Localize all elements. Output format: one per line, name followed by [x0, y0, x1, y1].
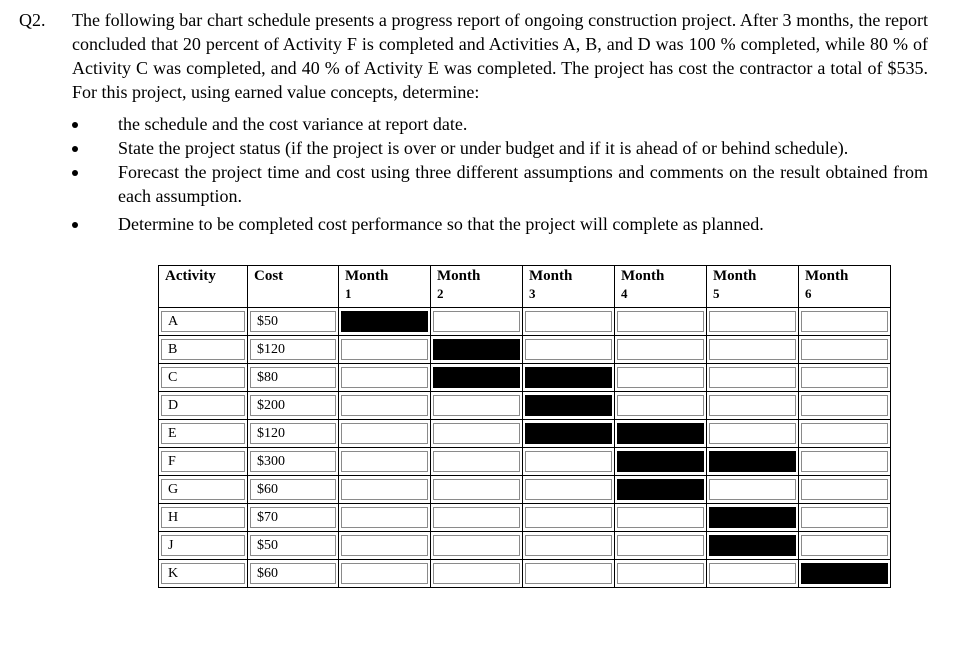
month-cell — [430, 391, 522, 419]
schedule-bar — [709, 507, 796, 528]
schedule-bar — [617, 423, 704, 444]
schedule-empty — [433, 311, 520, 332]
cost-value: $50 — [250, 535, 336, 556]
schedule-bar — [801, 563, 888, 584]
activity-cell — [158, 391, 247, 419]
month-cell — [706, 419, 798, 447]
month-cell — [798, 307, 891, 335]
header-month-label: Month — [437, 268, 481, 284]
month-cell — [522, 559, 614, 588]
month-cell — [338, 419, 430, 447]
header-month-number: 5 — [713, 286, 720, 301]
bullet-dot — [72, 222, 78, 228]
table-row — [158, 447, 891, 475]
month-cell — [522, 531, 614, 559]
table-row — [158, 335, 891, 363]
schedule-empty — [525, 311, 612, 332]
header-activity: Activity — [158, 265, 247, 307]
activity-cell — [158, 307, 247, 335]
schedule-empty — [801, 479, 888, 500]
schedule-bar — [617, 479, 704, 500]
cost-value: $60 — [250, 563, 336, 584]
schedule-empty — [801, 451, 888, 472]
month-cell — [522, 335, 614, 363]
month-cell — [522, 475, 614, 503]
activity-cell — [158, 363, 247, 391]
activity-cell — [158, 559, 247, 588]
schedule-empty — [433, 563, 520, 584]
cost-value: $120 — [250, 423, 336, 444]
month-cell — [614, 503, 706, 531]
cost-cell — [247, 335, 338, 363]
schedule-empty — [709, 423, 796, 444]
bullet-dot — [72, 170, 78, 176]
activity-label: A — [161, 311, 245, 332]
cost-cell — [247, 559, 338, 588]
table-row — [158, 419, 891, 447]
month-cell — [338, 335, 430, 363]
cost-cell — [247, 503, 338, 531]
month-cell — [430, 363, 522, 391]
month-cell — [614, 419, 706, 447]
schedule-empty — [709, 563, 796, 584]
bullet-dot — [72, 146, 78, 152]
month-cell — [430, 335, 522, 363]
schedule-bar — [709, 535, 796, 556]
schedule-empty — [433, 451, 520, 472]
month-cell — [430, 447, 522, 475]
month-cell — [706, 363, 798, 391]
table-row — [158, 363, 891, 391]
month-cell — [522, 503, 614, 531]
cost-value: $200 — [250, 395, 336, 416]
bullet-dot — [72, 122, 78, 128]
schedule-bar — [525, 367, 612, 388]
cost-value: $70 — [250, 507, 336, 528]
header-month-number: 4 — [621, 286, 628, 301]
schedule-empty — [801, 535, 888, 556]
month-cell — [798, 391, 891, 419]
schedule-empty — [709, 311, 796, 332]
schedule-empty — [617, 339, 704, 360]
cost-value: $300 — [250, 451, 336, 472]
month-cell — [798, 447, 891, 475]
schedule-bar — [525, 423, 612, 444]
cost-value: $120 — [250, 339, 336, 360]
schedule-empty — [801, 507, 888, 528]
month-cell — [522, 447, 614, 475]
schedule-empty — [801, 311, 888, 332]
schedule-empty — [617, 311, 704, 332]
month-cell — [522, 419, 614, 447]
activity-cell — [158, 447, 247, 475]
month-cell — [706, 335, 798, 363]
schedule-empty — [709, 395, 796, 416]
month-cell — [706, 391, 798, 419]
month-cell — [706, 447, 798, 475]
question-number: Q2. — [19, 10, 46, 30]
schedule-empty — [801, 339, 888, 360]
schedule-empty — [341, 339, 428, 360]
month-cell — [614, 307, 706, 335]
month-cell — [706, 531, 798, 559]
bar-chart-schedule-table — [158, 265, 891, 588]
cost-cell — [247, 475, 338, 503]
schedule-empty — [617, 395, 704, 416]
schedule-empty — [709, 367, 796, 388]
activity-cell — [158, 531, 247, 559]
table-row — [158, 307, 891, 335]
schedule-empty — [433, 507, 520, 528]
month-cell — [614, 531, 706, 559]
table-row — [158, 391, 891, 419]
month-cell — [430, 419, 522, 447]
header-month-number: 3 — [529, 286, 536, 301]
schedule-empty — [801, 395, 888, 416]
month-cell — [798, 363, 891, 391]
activity-label: C — [161, 367, 245, 388]
cost-cell — [247, 419, 338, 447]
header-month-label: Month — [805, 268, 849, 284]
month-cell — [798, 419, 891, 447]
month-cell — [338, 503, 430, 531]
activity-label: B — [161, 339, 245, 360]
schedule-empty — [433, 395, 520, 416]
month-cell — [430, 559, 522, 588]
header-month-label: Month — [713, 268, 757, 284]
month-cell — [522, 391, 614, 419]
schedule-empty — [433, 423, 520, 444]
month-cell — [522, 363, 614, 391]
schedule-empty — [525, 479, 612, 500]
schedule-empty — [525, 451, 612, 472]
header-month-label: Month — [345, 268, 389, 284]
month-cell — [338, 391, 430, 419]
schedule-empty — [709, 479, 796, 500]
table-row — [158, 559, 891, 588]
month-cell — [614, 559, 706, 588]
month-cell — [798, 475, 891, 503]
question-text: The following bar chart schedule presents a progress report of ongoing construction project. After 3 months, the report concluded that 20 percent of Activity F is completed and Activities A, B, and D was 100 % completed, while 80 % of Activity C was completed, and 40 % of Activity E was completed. The project has cost the contractor a total of $535. For this project, using earned value concepts, determine: — [72, 10, 928, 102]
bullet-item: Forecast the project time and cost using three different assumptions and comments on the result obtained from each assumption. — [118, 162, 928, 206]
month-cell — [798, 503, 891, 531]
table-header-row — [158, 265, 891, 307]
schedule-empty — [341, 395, 428, 416]
cost-cell — [247, 447, 338, 475]
activity-label: D — [161, 395, 245, 416]
month-cell — [522, 307, 614, 335]
header-month-label: Month — [621, 268, 665, 284]
bullet-item: the schedule and the cost variance at report date. — [118, 114, 468, 134]
month-cell — [614, 363, 706, 391]
month-cell — [706, 559, 798, 588]
month-cell — [338, 475, 430, 503]
activity-label: E — [161, 423, 245, 444]
month-cell — [798, 531, 891, 559]
activity-label: F — [161, 451, 245, 472]
cost-cell — [247, 391, 338, 419]
header-month-1 — [338, 265, 430, 307]
activity-cell — [158, 335, 247, 363]
month-cell — [614, 475, 706, 503]
activity-label: H — [161, 507, 245, 528]
activity-label: K — [161, 563, 245, 584]
schedule-bar — [525, 395, 612, 416]
schedule-bar — [709, 451, 796, 472]
cost-value: $60 — [250, 479, 336, 500]
table-body — [158, 307, 891, 588]
month-cell — [430, 503, 522, 531]
schedule-empty — [617, 367, 704, 388]
bullet-item: State the project status (if the project is over or under budget and if it is ahead of or behind schedule). — [118, 138, 849, 158]
header-month-number: 1 — [345, 286, 352, 301]
schedule-empty — [341, 507, 428, 528]
schedule-bar — [341, 311, 428, 332]
month-cell — [338, 307, 430, 335]
schedule-empty — [341, 563, 428, 584]
header-month-5 — [706, 265, 798, 307]
schedule-empty — [617, 535, 704, 556]
cost-cell — [247, 531, 338, 559]
schedule-empty — [801, 367, 888, 388]
header-month-number: 2 — [437, 286, 444, 301]
activity-cell — [158, 419, 247, 447]
schedule-empty — [617, 563, 704, 584]
month-cell — [706, 475, 798, 503]
schedule-empty — [341, 367, 428, 388]
month-cell — [430, 475, 522, 503]
month-cell — [614, 335, 706, 363]
month-cell — [798, 559, 891, 588]
schedule-empty — [525, 563, 612, 584]
month-cell — [798, 335, 891, 363]
schedule-empty — [709, 339, 796, 360]
schedule-empty — [341, 479, 428, 500]
schedule-empty — [525, 339, 612, 360]
month-cell — [706, 307, 798, 335]
activity-cell — [158, 475, 247, 503]
schedule-empty — [801, 423, 888, 444]
header-cost: Cost — [247, 265, 338, 307]
cost-value: $80 — [250, 367, 336, 388]
schedule-empty — [341, 423, 428, 444]
header-month-label: Month — [529, 268, 573, 284]
schedule-empty — [525, 535, 612, 556]
activity-label: J — [161, 535, 245, 556]
bullet-item: Determine to be completed cost performance so that the project will complete as planned. — [118, 214, 764, 234]
table-row — [158, 503, 891, 531]
header-month-3 — [522, 265, 614, 307]
cost-cell — [247, 363, 338, 391]
schedule-bar — [433, 339, 520, 360]
month-cell — [338, 559, 430, 588]
schedule-empty — [525, 507, 612, 528]
month-cell — [430, 307, 522, 335]
activity-cell — [158, 503, 247, 531]
schedule-empty — [341, 535, 428, 556]
header-month-6 — [798, 265, 891, 307]
schedule-empty — [433, 479, 520, 500]
month-cell — [338, 531, 430, 559]
cost-value: $50 — [250, 311, 336, 332]
month-cell — [614, 391, 706, 419]
cost-cell — [247, 307, 338, 335]
schedule-empty — [341, 451, 428, 472]
activity-label: G — [161, 479, 245, 500]
header-month-4 — [614, 265, 706, 307]
table-row — [158, 531, 891, 559]
schedule-bar — [617, 451, 704, 472]
schedule-empty — [433, 535, 520, 556]
header-month-2 — [430, 265, 522, 307]
schedule-bar — [433, 367, 520, 388]
month-cell — [614, 447, 706, 475]
month-cell — [338, 363, 430, 391]
month-cell — [706, 503, 798, 531]
table-row — [158, 475, 891, 503]
header-month-number: 6 — [805, 286, 812, 301]
month-cell — [430, 531, 522, 559]
schedule-empty — [617, 507, 704, 528]
month-cell — [338, 447, 430, 475]
